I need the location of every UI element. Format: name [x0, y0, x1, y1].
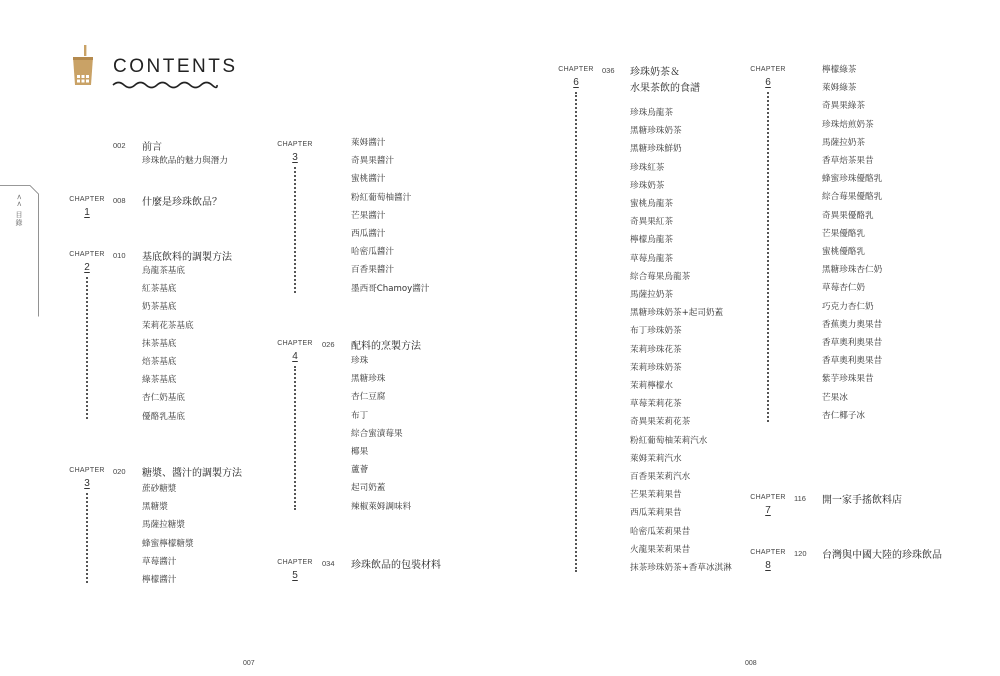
- page-folio-left: 007: [243, 660, 255, 667]
- list-item: 芒果優酪乳: [822, 228, 865, 239]
- list-item: 哈密瓜茉莉果昔: [630, 526, 691, 537]
- section-title: 糖漿、醬汁的調製方法: [142, 468, 242, 479]
- section-title: 什麼是珍珠飲品？: [142, 197, 222, 208]
- wave-divider: [112, 80, 218, 90]
- list-item: 草莓烏龍茶: [630, 253, 673, 264]
- chapter-dotted-line: [86, 277, 90, 419]
- list-item: 香草奧利奧果昔: [822, 356, 883, 367]
- list-item: 茉莉珍珠奶茶: [630, 362, 682, 373]
- list-item: 抹茶基底: [142, 338, 177, 349]
- section-items: [351, 352, 411, 516]
- list-item: 茉莉檸檬水: [630, 381, 673, 392]
- list-item: 烏龍茶基底: [142, 266, 185, 276]
- chapter-label: CHAPTER: [69, 467, 105, 474]
- list-item: 焙茶基底: [142, 357, 177, 368]
- list-item: 火龍果茉莉果昔: [630, 544, 691, 555]
- list-item: 馬薩拉糖漿: [142, 520, 185, 531]
- chapter-label: CHAPTER: [750, 494, 786, 501]
- list-item: 香草奧利奧果昔: [822, 338, 883, 349]
- chapter-label: CHAPTER: [750, 66, 786, 73]
- chapter-dotted-line: [294, 167, 298, 293]
- list-item: 抹茶珍珠奶茶+香草冰淇淋: [630, 563, 732, 574]
- section-items: [630, 104, 732, 577]
- list-item: 黑糖珍珠奶茶+起司奶蓋: [630, 308, 724, 319]
- section-title: 前言: [142, 142, 162, 153]
- section-title: 開一家手搖飲料店: [822, 495, 902, 506]
- list-item: 珍珠紅茶: [630, 162, 665, 173]
- list-item: 檸檬烏龍茶: [630, 235, 673, 246]
- list-item: 草莓醬汁: [142, 556, 177, 567]
- list-item: 珍珠焙煎奶茶: [822, 119, 874, 130]
- list-item: 百香果茉莉汽水: [630, 472, 691, 483]
- list-item: 綜合蜜漬莓果: [351, 428, 403, 439]
- list-item: 杏仁椰子冰: [822, 410, 865, 421]
- section-title: 珍珠飲品的包裝材料: [351, 560, 441, 571]
- list-item: 優酪乳基底: [142, 411, 185, 422]
- chapter-number: 3: [84, 478, 90, 489]
- chapter-dotted-line: [86, 493, 90, 583]
- list-item: 綜合莓果烏龍茶: [630, 271, 691, 282]
- list-item: 萊姆茉莉汽水: [630, 453, 682, 464]
- list-item: 蜜桃優酪乳: [822, 247, 865, 258]
- list-item: 芒果冰: [822, 392, 848, 403]
- page-number: 026: [322, 340, 335, 349]
- list-item: 黑糖珍珠鮮奶: [630, 144, 682, 155]
- chapter-number: 5: [292, 570, 298, 581]
- chapter-number: 1: [84, 207, 90, 218]
- section-title: 配料的烹製方法: [351, 341, 421, 352]
- bubble-tea-cup-icon: [70, 45, 96, 87]
- list-item: 馬薩拉奶茶: [630, 290, 673, 301]
- page-number: 008: [113, 196, 126, 205]
- list-item: 奇異果綠茶: [822, 101, 865, 112]
- list-item: 粉紅葡萄柚醬汁: [351, 192, 412, 203]
- list-item: 起司奶蓋: [351, 483, 386, 494]
- list-item: 芒果茉莉果昔: [630, 490, 682, 501]
- list-item: 蜂蜜珍珠優酪乳: [822, 174, 883, 185]
- section-items: [142, 262, 194, 426]
- chapter-label: CHAPTER: [69, 196, 105, 203]
- chapter-number: 8: [765, 560, 771, 571]
- chapter-label: CHAPTER: [558, 66, 594, 73]
- list-item: 蜂蜜檸檬糖漿: [142, 538, 194, 549]
- chapter-number: 3: [292, 152, 298, 163]
- page-title: CONTENTS: [113, 56, 238, 77]
- list-item: 茉莉珍珠花茶: [630, 344, 682, 355]
- list-item: 珍珠: [351, 356, 369, 366]
- section-title-line-1: 珍珠奶茶＆: [630, 67, 680, 78]
- list-item: 西瓜醬汁: [351, 229, 386, 240]
- chapter-label: CHAPTER: [277, 141, 313, 148]
- chapter-dotted-line: [575, 92, 579, 572]
- list-item: 奇異果優酪乳: [822, 210, 874, 221]
- chapter-number: 4: [292, 351, 298, 362]
- chapter-number: 2: [84, 262, 90, 273]
- list-item: 綠茶基底: [142, 375, 177, 386]
- list-item: 奇異果醬汁: [351, 156, 394, 167]
- list-item: 布丁珍珠奶茶: [630, 326, 682, 337]
- section-items: [142, 480, 194, 589]
- list-item: 草莓茉莉花茶: [630, 399, 682, 410]
- list-item: 蜜桃烏龍茶: [630, 199, 673, 210]
- list-item: 蜜桃醬汁: [351, 174, 386, 185]
- section-title: 基底飲料的調製方法: [142, 252, 232, 263]
- list-item: 蔗砂糖漿: [142, 484, 177, 494]
- chapter-label: CHAPTER: [750, 549, 786, 556]
- list-item: 黑糖漿: [142, 502, 168, 513]
- chapter-label: CHAPTER: [277, 559, 313, 566]
- chapter-dotted-line: [294, 366, 298, 510]
- list-item: 西瓜茉莉果昔: [630, 508, 682, 519]
- list-item: 草莓杏仁奶: [822, 283, 865, 294]
- chapter-number: 6: [765, 77, 771, 88]
- list-item: 巧克力杏仁奶: [822, 301, 874, 312]
- list-item: 檸檬綠茶: [822, 65, 857, 75]
- chapter-number: 6: [573, 77, 579, 88]
- list-item: 墨西哥Chamoy醬汁: [351, 283, 430, 294]
- list-item: 黑糖珍珠: [351, 374, 386, 385]
- list-item: 黑糖珍珠杏仁奶: [822, 265, 883, 276]
- list-item: 珍珠烏龍茶: [630, 108, 673, 118]
- list-item: 紅茶基底: [142, 284, 177, 295]
- section-items: [351, 134, 429, 298]
- list-item: 奇異果茉莉花茶: [630, 417, 691, 428]
- section-items: [142, 152, 228, 170]
- page-folio-right: 008: [745, 660, 757, 667]
- list-item: 蘆薈: [351, 465, 369, 476]
- list-item: 珍珠奶茶: [630, 180, 665, 191]
- chapter-label: CHAPTER: [69, 251, 105, 258]
- list-item: 百香果醬汁: [351, 265, 394, 276]
- list-item: 哈密瓜醬汁: [351, 247, 394, 258]
- list-item: 芒果醬汁: [351, 210, 386, 221]
- list-item: 茉莉花茶基底: [142, 320, 194, 331]
- list-item: 香蕉奧力奧果昔: [822, 319, 883, 330]
- section-title: 台灣與中國大陸的珍珠飲品: [822, 550, 942, 561]
- list-item: 萊姆綠茶: [822, 83, 857, 94]
- list-item: 珍珠飲品的魅力與潛力: [142, 156, 228, 166]
- page-number: 036: [602, 66, 615, 75]
- section-title-line-2: 水果茶飲的食譜: [630, 83, 700, 94]
- list-item: 椰果: [351, 447, 369, 458]
- page-number: 034: [322, 559, 335, 568]
- list-item: 萊姆醬汁: [351, 138, 386, 148]
- page-number: 020: [113, 467, 126, 476]
- list-item: 檸檬醬汁: [142, 575, 177, 586]
- page-number: 116: [794, 494, 806, 503]
- list-item: 奇異果紅茶: [630, 217, 673, 228]
- list-item: 辣椒萊姆調味料: [351, 501, 412, 512]
- list-item: 紫芋珍珠果昔: [822, 374, 874, 385]
- section-items: [822, 61, 882, 425]
- list-item: 布丁: [351, 410, 369, 421]
- list-item: 粉紅葡萄柚茉莉汽水: [630, 435, 708, 446]
- list-item: 杏仁奶基底: [142, 393, 185, 404]
- list-item: 香草焙茶果昔: [822, 156, 874, 167]
- chapter-dotted-line: [767, 92, 771, 422]
- list-item: 杏仁豆腐: [351, 392, 386, 403]
- page-number: 120: [794, 549, 807, 558]
- chapter-number: 7: [765, 505, 771, 516]
- list-item: 黑糖珍珠奶茶: [630, 126, 682, 137]
- side-tab-label: << 目錄: [15, 194, 23, 227]
- page-number: 002: [113, 141, 126, 150]
- list-item: 綜合莓果優酪乳: [822, 192, 883, 203]
- list-item: 奶茶基底: [142, 302, 177, 313]
- page-number: 010: [113, 251, 126, 260]
- list-item: 馬薩拉奶茶: [822, 137, 865, 148]
- chapter-label: CHAPTER: [277, 340, 313, 347]
